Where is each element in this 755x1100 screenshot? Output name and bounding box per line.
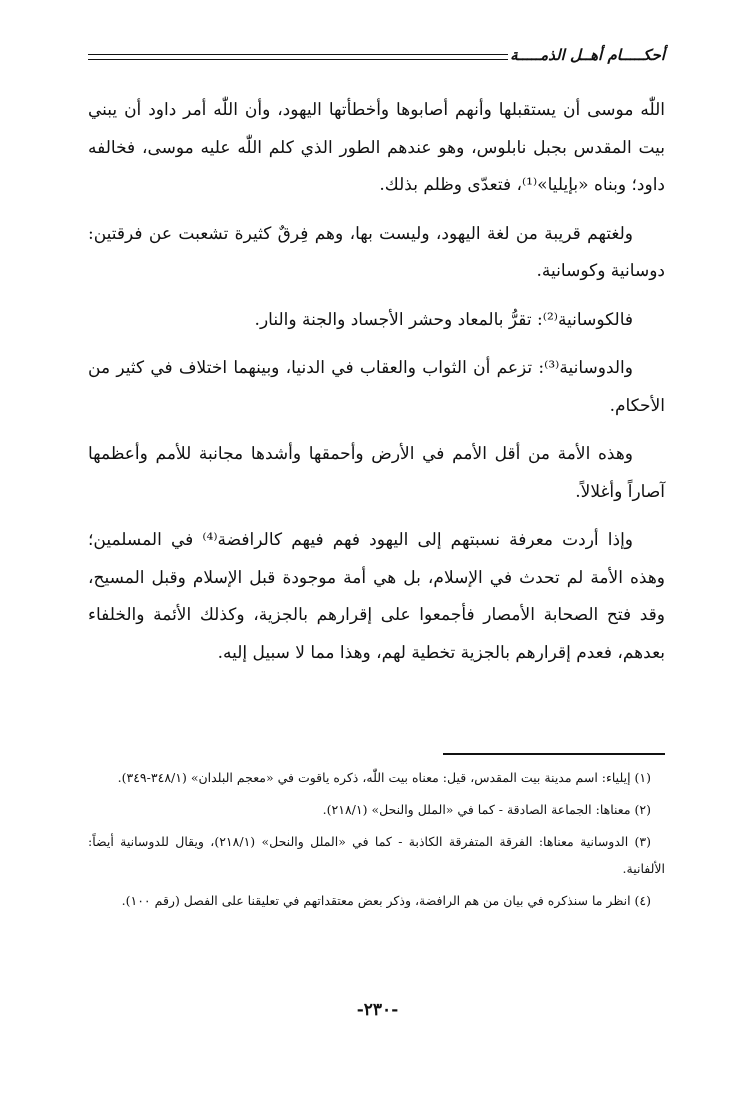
header-rule-top	[88, 54, 508, 55]
paragraph-3: فالكوسانية⁽²⁾: تقرُّ بالمعاد وحشر الأجساد والجنة والنار.	[254, 309, 633, 330]
running-header	[88, 40, 665, 70]
footnote-3: (٣) الدوسانية معناها: الفرقة المتفرقة الكاذبة - كما في «الملل والنحل» (٢١٨/١)، ويقال للدوسانية أيضاً: الألفانية.	[88, 834, 665, 876]
footnote-separator	[443, 753, 665, 755]
page-number: -٢٣٠-	[356, 1000, 399, 1020]
header-double-rule	[88, 54, 508, 60]
paragraph-5: وهذه الأمة من أقل الأمم في الأرض وأحمقها وأشدها مجانبة للأمم وأعظمها آصاراً وأغلالاً.	[88, 444, 665, 502]
footnotes	[88, 764, 665, 919]
paragraph-1: اللّٰه موسى أن يستقبلها وأنهم أصابوها وأخطأتها اليهود، وأن اللّٰه أمر داود أن يبني بيت المقدس بجبل نابلوس، وهو عندهم الطور الذي كلم اللّٰه عليه موسى، فخالفه داود؛ وبناه «بإيليا»⁽¹⁾، فتعدّى وظلم بذلك.	[88, 100, 665, 195]
main-text	[88, 92, 665, 683]
header-rule-bottom	[88, 59, 508, 60]
paragraph-4: والدوسانية⁽³⁾: تزعم أن الثواب والعقاب في الدنيا، وبينهما اختلاف في كثير من الأحكام.	[88, 358, 665, 416]
footnote-4: (٤) انظر ما سنذكره في بيان من هم الرافضة، وذكر بعض معتقداتهم في تعليقنا على الفصل (رقم ١٠٠).	[121, 893, 651, 908]
header-title: أحكـــــام أهــل الذمـــــة	[510, 46, 665, 64]
paragraph-6: وإذا أردت معرفة نسبتهم إلى اليهود فهم فيهم كالرافضة⁽⁴⁾ في المسلمين؛ وهذه الأمة لم تحدث في الإسلام، بل هي أمة موجودة قبل الإسلام وقبل المسيح، وقد فتح الصحابة الأمصار فأجمعوا على إقرارهم بالجزية، وكذلك الأئمة والخلفاء بعدهم، فعدم إقرارهم بالجزية تخطية لهم، وهذا مما لا سبيل إليه.	[88, 530, 665, 663]
paragraph-2: ولغتهم قريبة من لغة اليهود، وليست بها، وهم فِرقٌ كثيرة تشعبت عن فرقتين: دوسانية وكوسانية.	[88, 223, 665, 281]
footnote-2: (٢) معناها: الجماعة الصادقة - كما في «الملل والنحل» (٢١٨/١).	[322, 802, 651, 817]
footnote-1: (١) إيلياء: اسم مدينة بيت المقدس، قيل: معناه بيت اللّٰه، ذكره ياقوت في «معجم البلدان» (٣٤٨/١-٣٤٩).	[117, 770, 651, 785]
